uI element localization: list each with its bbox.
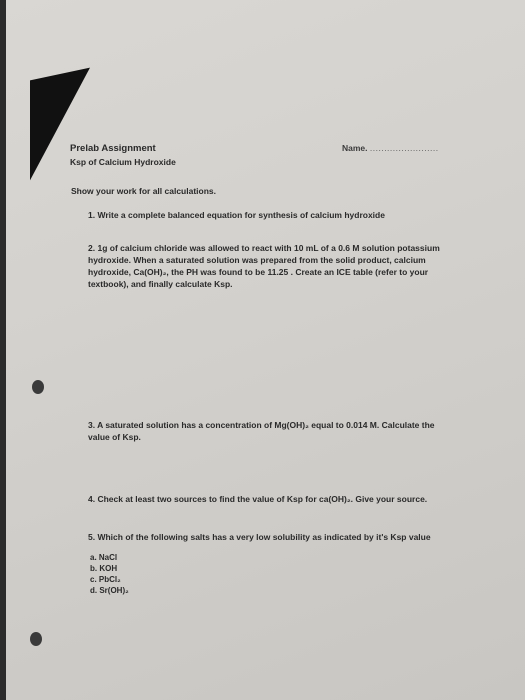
option-text: Sr(OH)₂ [99,586,129,595]
question-4 [88,493,448,505]
question-5 [88,531,458,543]
option-letter: d. [90,586,98,595]
question-number: 4. [88,494,96,504]
question-number: 5. [88,532,96,542]
page-title: Prelab Assignment [70,143,156,154]
name-label: Name. [342,143,368,153]
option-letter: b. [90,564,98,573]
page-subtitle: Ksp of Calcium Hydroxide [70,157,176,167]
question-text: A saturated solution has a concentration of Mg(OH)₂ equal to 0.014 M. Calculate the value of Ksp. [88,420,435,442]
name-field [342,142,439,154]
question-number: 3. [88,420,96,430]
punch-hole-icon [32,380,44,394]
question-text: Which of the following salts has a very low solubility as indicated by it's Ksp value [97,532,431,542]
option-a [90,553,117,564]
option-text: KOH [99,564,118,573]
question-text: Check at least two sources to find the value of Ksp for ca(OH)₂. Give your source. [97,494,428,504]
option-d [90,586,129,597]
option-letter: a. [90,553,97,562]
question-text: Write a complete balanced equation for synthesis of calcium hydroxide [97,210,385,220]
option-c [90,575,121,586]
option-text: PbCl₂ [98,575,121,584]
option-text: NaCl [98,553,118,562]
question-text: 1g of calcium chloride was allowed to react with 10 mL of a 0.6 M solution potassium hydroxide. When a saturated solution was prepared from the solid product, calcium hydroxide, Ca(OH)₂, the PH was found to be 11.25 . Create an ICE table (refer to your textbook), and finally calculate Ksp. [88,243,440,289]
option-letter: c. [90,575,97,584]
question-3 [88,419,448,443]
name-blank: ........................ [369,143,439,153]
punch-hole-icon [30,632,42,646]
question-1 [88,209,428,221]
question-number: 2. [88,243,96,253]
question-2 [88,242,446,290]
instructions: Show your work for all calculations. [71,186,217,196]
question-number: 1. [88,210,96,220]
option-b [90,564,117,575]
